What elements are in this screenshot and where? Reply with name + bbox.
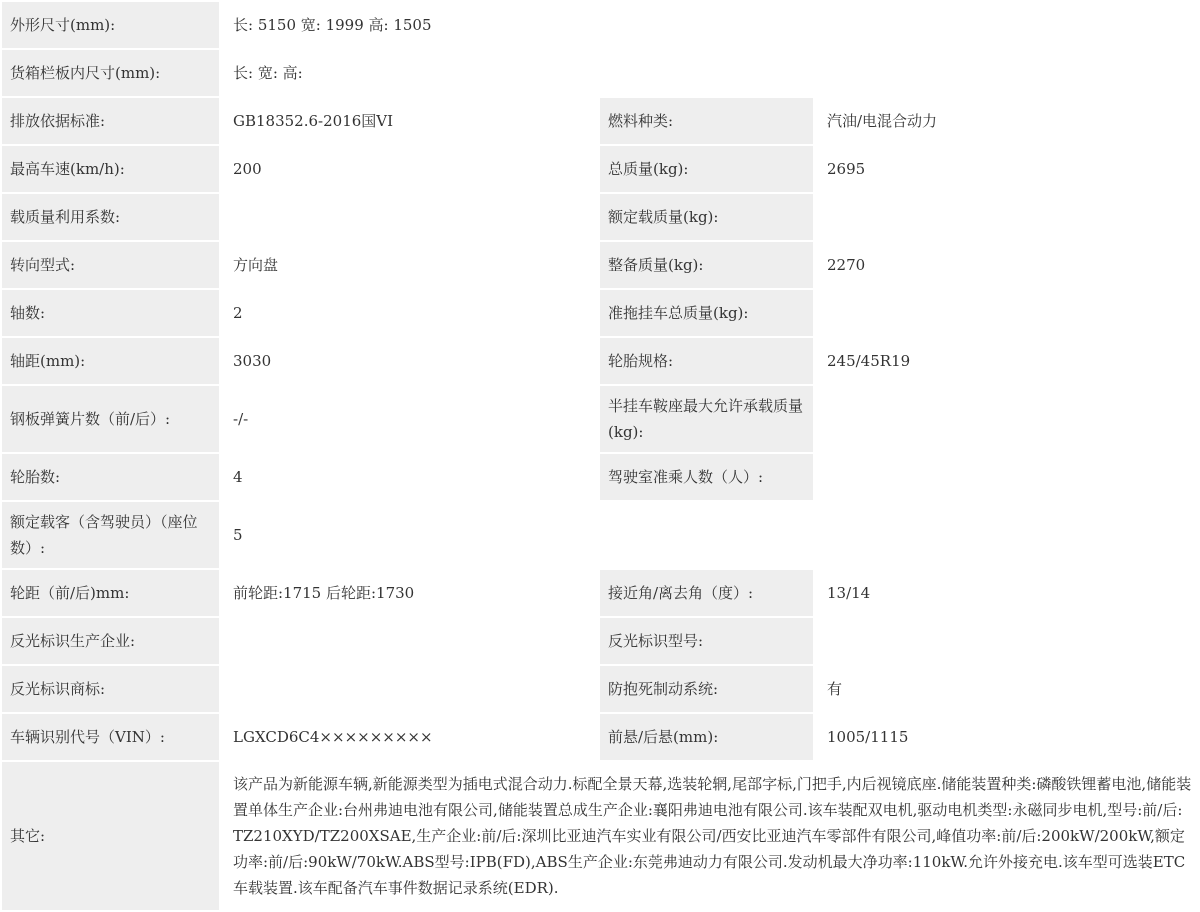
spec-row-speed [1, 145, 1200, 193]
value-tire-count: 4 [220, 453, 599, 501]
label-max-speed: 最高车速(km/h): [1, 145, 220, 193]
label-emission-standard: 排放依据标准: [1, 97, 220, 145]
value-reflective-brand [220, 665, 599, 713]
value-reflective-maker [220, 617, 599, 665]
spec-row-emission [1, 97, 1200, 145]
value-cab-occupants [814, 453, 1200, 501]
label-saddle-load: 半挂车鞍座最大允许承载质量(kg): [599, 385, 814, 453]
value-emission-standard: GB18352.6-2016国VI [220, 97, 599, 145]
label-abs: 防抱死制动系统: [599, 665, 814, 713]
spec-row-reflective-brand [1, 665, 1200, 713]
label-gross-mass: 总质量(kg): [599, 145, 814, 193]
value-leaf-spring: -/- [220, 385, 599, 453]
label-reflective-brand: 反光标识商标: [1, 665, 220, 713]
value-max-speed: 200 [220, 145, 599, 193]
spec-row-dimensions [1, 1, 1200, 49]
spec-row-steering [1, 241, 1200, 289]
value-abs: 有 [814, 665, 1200, 713]
label-wheelbase: 轴距(mm): [1, 337, 220, 385]
spec-row-cargo-box [1, 49, 1200, 97]
value-wheelbase: 3030 [220, 337, 599, 385]
label-cab-occupants: 驾驶室准乘人数（人）: [599, 453, 814, 501]
label-axle-count: 轴数: [1, 289, 220, 337]
spec-row-track [1, 569, 1200, 617]
value-other: 该产品为新能源车辆,新能源类型为插电式混合动力.标配全景天幕,选装轮辋,尾部字标,门把手,内后视镜底座.储能装置种类:磷酸铁锂蓄电池,储能装置单体生产企业:台州弗迪电池有限公司,储能装置总成生产企业:襄阳弗迪电池有限公司.该车装配双电机,驱动电机类型:永磁同步电机,型号:前/后:TZ210XYD/TZ200XSAE,生产企业:前/后:深圳比亚迪汽车实业有限公司/西安比亚迪汽车零部件有限公司,峰值功率:前/后:200kW/200kW,额定功率:前/后:90kW/70kW.ABS型号:IPB(FD),ABS生产企业:东莞弗迪动力有限公司.发动机最大净功率:110kW.允许外接充电.该车型可选装ETC车载装置.该车配备汽车事件数据记录系统(EDR). [220, 761, 1200, 911]
spec-row-reflective-maker [1, 617, 1200, 665]
value-approach-departure: 13/14 [814, 569, 1200, 617]
spec-row-seats [1, 501, 1200, 569]
spec-row-tire-count [1, 453, 1200, 501]
value-seats: 5 [220, 501, 1200, 569]
label-other: 其它: [1, 761, 220, 911]
label-leaf-spring: 钢板弹簧片数（前/后）: [1, 385, 220, 453]
label-steering: 转向型式: [1, 241, 220, 289]
spec-row-axles [1, 289, 1200, 337]
value-curb-mass: 2270 [814, 241, 1200, 289]
value-rated-load [814, 193, 1200, 241]
spec-row-leaf-spring [1, 385, 1200, 453]
value-reflective-model [814, 617, 1200, 665]
label-track: 轮距（前/后)mm: [1, 569, 220, 617]
spec-row-other [1, 761, 1200, 911]
value-axle-count: 2 [220, 289, 599, 337]
label-rated-load: 额定载质量(kg): [599, 193, 814, 241]
value-load-factor [220, 193, 599, 241]
label-tire-spec: 轮胎规格: [599, 337, 814, 385]
label-vin: 车辆识别代号（VIN）: [1, 713, 220, 761]
value-track: 前轮距:1715 后轮距:1730 [220, 569, 599, 617]
label-approach-departure: 接近角/离去角（度）: [599, 569, 814, 617]
spec-row-vin [1, 713, 1200, 761]
value-dimensions: 长: 5150 宽: 1999 高: 1505 [220, 1, 1200, 49]
label-overhang: 前悬/后悬(mm): [599, 713, 814, 761]
label-tire-count: 轮胎数: [1, 453, 220, 501]
label-curb-mass: 整备质量(kg): [599, 241, 814, 289]
label-fuel-type: 燃料种类: [599, 97, 814, 145]
value-cargo-box: 长: 宽: 高: [220, 49, 1200, 97]
label-dimensions: 外形尺寸(mm): [1, 1, 220, 49]
value-tire-spec: 245/45R19 [814, 337, 1200, 385]
label-reflective-maker: 反光标识生产企业: [1, 617, 220, 665]
label-seats: 额定载客（含驾驶员）（座位数）: [1, 501, 220, 569]
value-overhang: 1005/1115 [814, 713, 1200, 761]
value-gross-mass: 2695 [814, 145, 1200, 193]
spec-row-load-factor [1, 193, 1200, 241]
label-cargo-box: 货箱栏板内尺寸(mm): [1, 49, 220, 97]
value-saddle-load [814, 385, 1200, 453]
label-load-factor: 载质量利用系数: [1, 193, 220, 241]
value-trailer-mass [814, 289, 1200, 337]
value-fuel-type: 汽油/电混合动力 [814, 97, 1200, 145]
value-steering: 方向盘 [220, 241, 599, 289]
label-reflective-model: 反光标识型号: [599, 617, 814, 665]
label-trailer-mass: 准拖挂车总质量(kg): [599, 289, 814, 337]
spec-row-wheelbase [1, 337, 1200, 385]
value-vin: LGXCD6C4××××××××× [220, 713, 599, 761]
